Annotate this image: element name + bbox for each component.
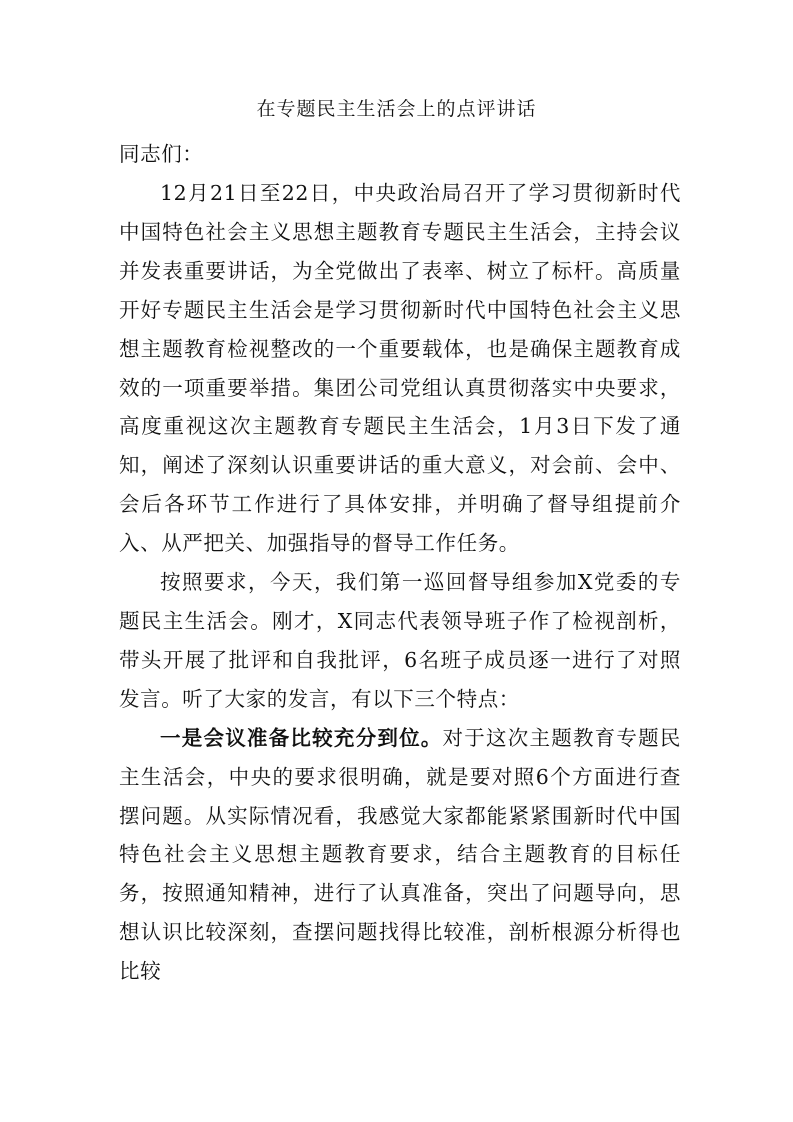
paragraph-1-text: 12月21日至22日，中央政治局召开了学习贯彻新时代中国特色社会主义思想主题教育专题民主生活会，主持会议并发表重要讲话，为全党做出了表率、树立了标杆。高质量开好专题民主生活会是学习贯彻新时代中国特色社会主义思想主题教育检视整改的一个重要载体，也是确保主题教育成效的一项重要举措。集团公司党组认真贯彻落实中央要求，高度重视这次主题教育专题民主生活会，1月3日下发了通知，阐述了深刻认识重要讲话的重大意义，对会前、会中、会后各环节工作进行了具体安排，并明确了督导组提前介入、从严把关、加强指导的督导工作任务。 <box>119 181 681 556</box>
document-title: 在专题民主生活会上的点评讲话 <box>256 98 537 120</box>
paragraph-2 <box>119 563 681 719</box>
salutation: 同志们： <box>119 142 204 166</box>
paragraph-1 <box>119 174 681 563</box>
paragraph-2-text: 按照要求，今天，我们第一巡回督导组参加X党委的专题民主生活会。刚才，X同志代表领导班子作了检视剖析，带头开展了批评和自我批评，6名班子成员逐一进行了对照发言。听了大家的发言，有以下三个特点： <box>119 570 681 711</box>
paragraph-3-lead: 一是会议准备比较充分到位。 <box>160 725 443 750</box>
document-body <box>119 174 681 991</box>
paragraph-3 <box>119 719 681 991</box>
paragraph-3-text: 对于这次主题教育专题民主生活会，中央的要求很明确，就是要对照6个方面进行查摆问题。从实际情况看，我感觉大家都能紧紧围新时代中国特色社会主义思想主题教育要求，结合主题教育的目标任务，按照通知精神，进行了认真准备，突出了问题导向，思想认识比较深刻，查摆问题找得比较准，剖析根源分析得也比较 <box>119 725 681 984</box>
